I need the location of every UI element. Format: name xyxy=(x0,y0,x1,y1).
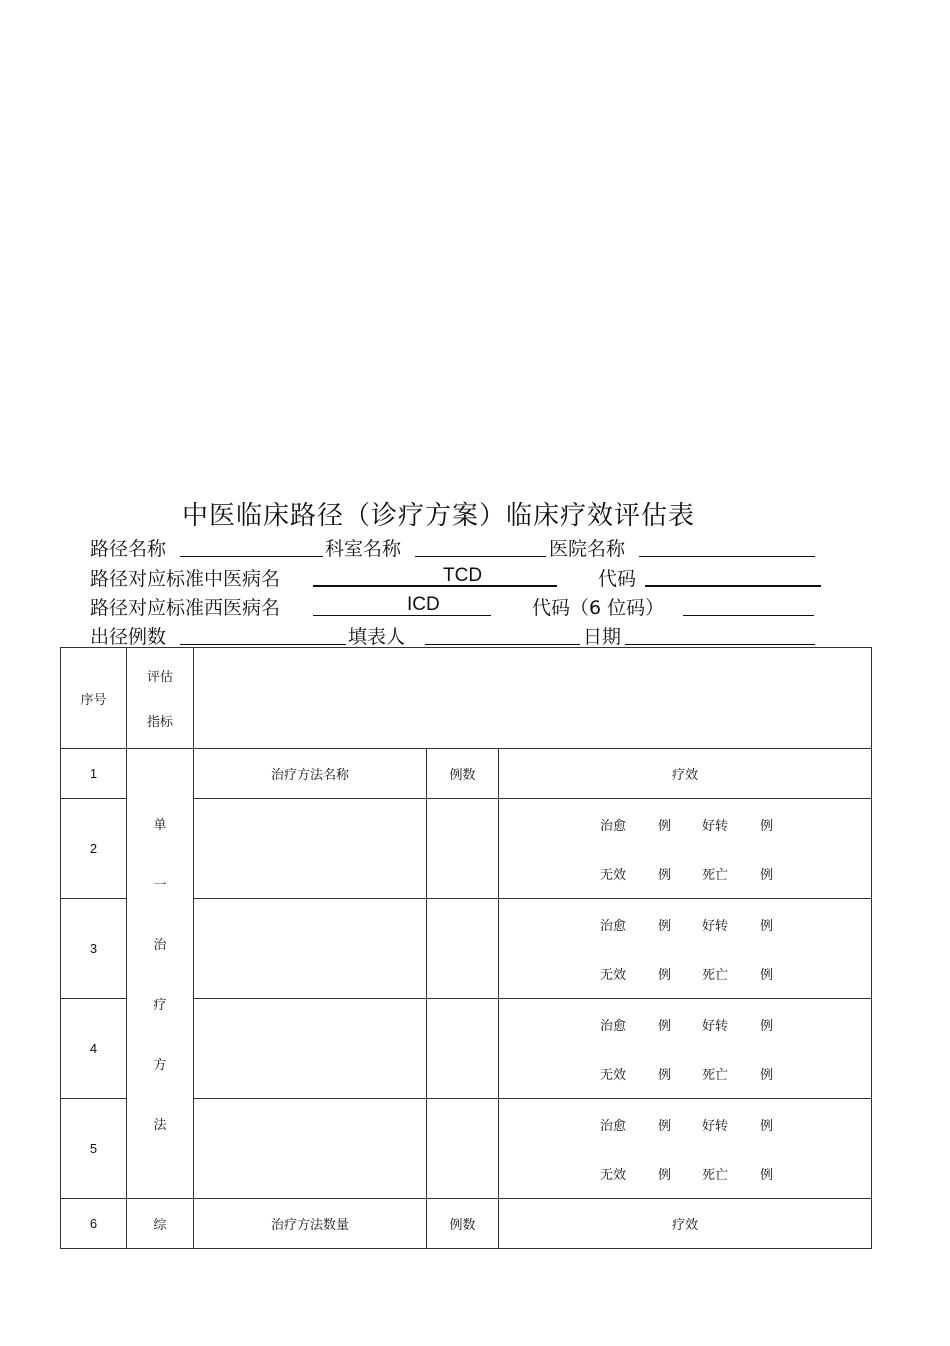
unit-label: 例 xyxy=(760,1118,774,1134)
cured-label: 治愈 xyxy=(600,1118,627,1134)
evaluation-table xyxy=(60,647,872,1249)
method-name-cell[interactable] xyxy=(194,1099,427,1199)
ineffective-label: 无效 xyxy=(600,1167,627,1183)
unit-label: 例 xyxy=(658,818,672,834)
western-disease-label: 路径对应标准西医病名 xyxy=(90,597,281,619)
method-name-cell[interactable] xyxy=(194,999,427,1099)
death-label: 死亡 xyxy=(702,1167,729,1183)
cured-label: 治愈 xyxy=(600,818,627,834)
unit-label: 例 xyxy=(760,867,774,883)
row-number: 3 xyxy=(61,899,127,999)
single-method-char: 单 xyxy=(153,818,167,834)
unit-label: 例 xyxy=(760,1167,774,1183)
ineffective-label: 无效 xyxy=(600,867,627,883)
tcd-field[interactable] xyxy=(313,563,557,587)
unit-label: 例 xyxy=(658,867,672,883)
icd-text: ICD xyxy=(407,594,440,615)
eval-content-cell[interactable] xyxy=(194,648,872,749)
table-header-row xyxy=(61,648,872,749)
single-method-char: 一 xyxy=(153,878,167,894)
table-row xyxy=(61,1199,872,1249)
ineffective-label: 无效 xyxy=(600,1067,627,1083)
tcm-disease-label: 路径对应标准中医病名 xyxy=(90,568,281,590)
single-method-label xyxy=(127,749,194,1199)
cases-cell[interactable] xyxy=(427,899,499,999)
date-field[interactable] xyxy=(625,622,815,645)
improved-label: 好转 xyxy=(702,918,729,934)
ineffective-label: 无效 xyxy=(600,967,627,983)
improved-label: 好转 xyxy=(702,818,729,834)
date-label: 日期 xyxy=(583,626,622,648)
effect-cell[interactable] xyxy=(499,999,872,1099)
icd-code-label: 代码（6 位码） xyxy=(532,597,665,619)
hospital-name-field[interactable] xyxy=(639,534,815,557)
discharge-cases-field[interactable] xyxy=(180,622,346,645)
effect-header: 疗效 xyxy=(499,749,872,799)
row6-effect-header: 疗效 xyxy=(499,1199,872,1249)
cured-label: 治愈 xyxy=(600,918,627,934)
discharge-cases-label: 出径例数 xyxy=(90,626,167,648)
cured-label: 治愈 xyxy=(600,1018,627,1034)
seq-header: 序号 xyxy=(61,648,127,749)
single-method-char: 方 xyxy=(153,1057,167,1073)
icd-code-field[interactable] xyxy=(683,593,814,616)
form-title: 中医临床路径（诊疗方案）临床疗效评估表 xyxy=(182,501,696,531)
unit-label: 例 xyxy=(658,967,672,983)
tcd-text: TCD xyxy=(443,565,483,586)
single-method-char: 治 xyxy=(153,938,167,954)
row6-cases-header: 例数 xyxy=(427,1199,499,1249)
death-label: 死亡 xyxy=(702,967,729,983)
method-name-cell[interactable] xyxy=(194,799,427,899)
row-number: 2 xyxy=(61,799,127,899)
effect-cell[interactable] xyxy=(499,899,872,999)
cases-header: 例数 xyxy=(427,749,499,799)
cases-cell[interactable] xyxy=(427,999,499,1099)
unit-label: 例 xyxy=(658,918,672,934)
row-number: 1 xyxy=(61,749,127,799)
tcd-code-field[interactable] xyxy=(645,563,821,587)
death-label: 死亡 xyxy=(702,867,729,883)
filler-field[interactable] xyxy=(425,622,580,645)
unit-label: 例 xyxy=(760,1018,774,1034)
improved-label: 好转 xyxy=(702,1018,729,1034)
unit-label: 例 xyxy=(760,967,774,983)
single-method-char: 法 xyxy=(153,1117,167,1133)
unit-label: 例 xyxy=(658,1067,672,1083)
improved-label: 好转 xyxy=(702,1118,729,1134)
unit-label: 例 xyxy=(760,918,774,934)
row6-label: 综 xyxy=(127,1199,194,1249)
dept-name-field[interactable] xyxy=(415,534,546,557)
cases-cell[interactable] xyxy=(427,1099,499,1199)
cases-cell[interactable] xyxy=(427,799,499,899)
eval-header-line2: 指标 xyxy=(146,715,173,730)
unit-label: 例 xyxy=(760,818,774,834)
method-name-header: 治疗方法名称 xyxy=(194,749,427,799)
death-label: 死亡 xyxy=(702,1067,729,1083)
effect-cell[interactable] xyxy=(499,1099,872,1199)
unit-label: 例 xyxy=(658,1167,672,1183)
table-row xyxy=(61,749,872,799)
tcd-code-label: 代码 xyxy=(598,568,637,590)
effect-cell[interactable] xyxy=(499,799,872,899)
method-name-cell[interactable] xyxy=(194,899,427,999)
row-number: 6 xyxy=(61,1199,127,1249)
dept-name-label: 科室名称 xyxy=(325,538,402,560)
unit-label: 例 xyxy=(760,1067,774,1083)
hospital-name-label: 医院名称 xyxy=(549,538,626,560)
eval-header xyxy=(127,648,194,749)
row-number: 4 xyxy=(61,999,127,1099)
method-count-header: 治疗方法数量 xyxy=(194,1199,427,1249)
path-name-field[interactable] xyxy=(180,534,323,557)
single-method-char: 疗 xyxy=(153,997,167,1013)
filler-label: 填表人 xyxy=(348,626,406,648)
icd-field[interactable] xyxy=(313,593,491,616)
unit-label: 例 xyxy=(658,1118,672,1134)
unit-label: 例 xyxy=(658,1018,672,1034)
eval-header-line1: 评估 xyxy=(146,670,173,685)
row-number: 5 xyxy=(61,1099,127,1199)
path-name-label: 路径名称 xyxy=(90,538,167,560)
